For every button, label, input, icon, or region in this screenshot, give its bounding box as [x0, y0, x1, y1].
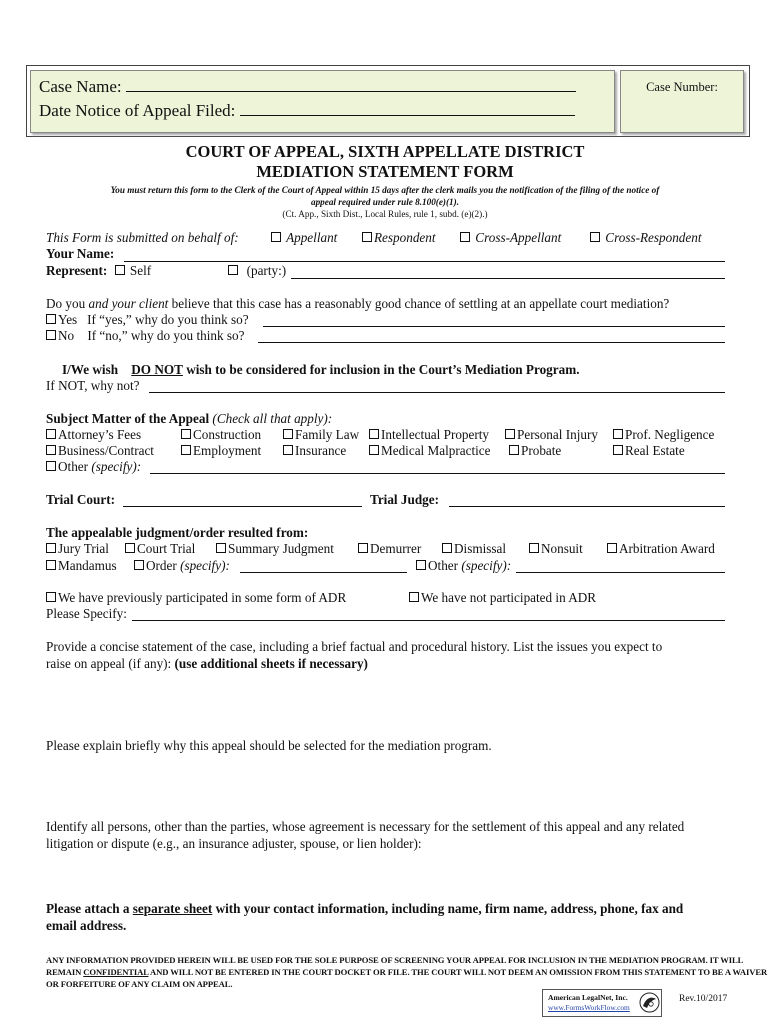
probate-label: Probate: [521, 443, 562, 458]
wish-statement: wish to be considered for inclusion in the Court’s Mediation Program.: [186, 362, 580, 377]
cross-respondent-checkbox[interactable]: [590, 232, 600, 242]
publisher-box: [542, 989, 662, 1017]
subject-specify-label: (specify):: [91, 459, 142, 474]
disclaimer-line3: OR FORFEITURE OF ANY CLAIM ON APPEAL.: [46, 979, 233, 989]
order-label: Order: [146, 558, 177, 573]
notice-label: Date Notice of Appeal Filed:: [39, 101, 236, 120]
jury-trial-checkbox[interactable]: [46, 543, 56, 553]
no-reason-field[interactable]: [258, 342, 725, 343]
case-number-box[interactable]: [620, 70, 744, 133]
appellant-option[interactable]: [271, 230, 337, 246]
identify-line2: litigation or dispute (e.g., an insurance adjuster, spouse, or lien holder):: [46, 836, 422, 851]
subject-insurance[interactable]: [283, 443, 346, 459]
insurance-label: Insurance: [295, 443, 347, 458]
adr-have-not-label: We have not participated in ADR: [421, 590, 597, 605]
nonsuit-checkbox[interactable]: [529, 543, 539, 553]
cross-appellant-label: Cross-Appellant: [475, 230, 562, 245]
judgment-nonsuit[interactable]: [529, 541, 583, 557]
construction-checkbox[interactable]: [181, 429, 191, 439]
adr-specify-field[interactable]: [132, 620, 725, 621]
adr-have-checkbox[interactable]: [46, 592, 56, 602]
respondent-option[interactable]: [362, 230, 436, 246]
appellant-checkbox[interactable]: [271, 232, 281, 242]
probate-checkbox[interactable]: [509, 445, 519, 455]
case-name-label: Case Name:: [39, 77, 122, 96]
real-estate-label: Real Estate: [625, 443, 685, 458]
statement-line1: Provide a concise statement of the case, including a brief factual and procedural history. List the issues you expect to: [46, 639, 663, 654]
settle-question-pre: Do you: [46, 296, 89, 311]
order-specify-field[interactable]: [240, 572, 407, 573]
family-law-checkbox[interactable]: [283, 429, 293, 439]
publisher-link[interactable]: www.FormsWorkFlow.com: [548, 1003, 630, 1012]
statement-note: (use additional sheets if necessary): [174, 656, 368, 671]
statement-prompt: raise on appeal (if any):: [46, 656, 175, 671]
judgment-heading: The appealable judgment/order resulted from:: [46, 525, 309, 540]
employment-checkbox[interactable]: [181, 445, 191, 455]
party-label: (party:): [246, 263, 287, 278]
summary-judgment-label: Summary Judgment: [228, 541, 334, 556]
family-law-label: Family Law: [295, 427, 360, 442]
construction-label: Construction: [193, 427, 262, 442]
disclaimer-line2: [46, 967, 767, 977]
notice-row: [39, 101, 575, 121]
attach-line1: [46, 901, 683, 917]
subject-other-field[interactable]: [150, 473, 725, 474]
judgment-order[interactable]: [134, 558, 230, 574]
subject-real-estate[interactable]: [613, 443, 685, 459]
identify-answer-area[interactable]: [46, 854, 726, 898]
instruction-line1: You must return this form to the Clerk of the Court of Appeal within 15 days after the clerk mails you the notification of the filing of the notice of: [110, 185, 660, 195]
party-checkbox[interactable]: [228, 265, 238, 275]
demurrer-label: Demurrer: [370, 541, 422, 556]
judgment-other[interactable]: [416, 558, 511, 574]
subject-label: Subject Matter of the Appeal: [46, 411, 210, 426]
settle-question-emphasis: and your client: [88, 296, 169, 311]
settle-question: [46, 296, 669, 312]
disclaimer-rest: AND WILL NOT BE ENTERED IN THE COURT DOCKET OR FILE. THE COURT WILL NOT DEEM AN OMISSION FROM THIS STATEMENT TO BE A WAIVER: [148, 967, 768, 977]
no-checkbox[interactable]: [46, 330, 56, 340]
settle-no-row: [46, 328, 244, 344]
subject-business-contract[interactable]: [46, 443, 154, 459]
adr-specify-label: Please Specify:: [46, 606, 127, 621]
order-specify-label: (specify):: [180, 558, 230, 573]
represent-label: Represent:: [46, 263, 108, 278]
respondent-checkbox[interactable]: [362, 232, 372, 242]
jury-trial-label: Jury Trial: [58, 541, 109, 556]
demurrer-checkbox[interactable]: [358, 543, 368, 553]
subject-employment[interactable]: [181, 443, 261, 459]
adr-have-not[interactable]: [409, 590, 596, 606]
subject-personal-injury[interactable]: [505, 427, 598, 443]
judgment-demurrer[interactable]: [358, 541, 421, 557]
party-option[interactable]: [228, 263, 286, 279]
judgment-court-trial[interactable]: [125, 541, 195, 557]
intellectual-property-label: Intellectual Property: [381, 427, 490, 442]
arbitration-award-label: Arbitration Award: [619, 541, 715, 556]
court-trial-checkbox[interactable]: [125, 543, 135, 553]
summary-judgment-checkbox[interactable]: [216, 543, 226, 553]
attach-line2: email address.: [46, 918, 127, 933]
wish-label: I/We wish: [62, 362, 119, 377]
wish-row: [62, 362, 580, 378]
subject-other-label: Other: [58, 459, 89, 474]
no-question: If “no,” why do you think so?: [87, 328, 245, 343]
mandamus-checkbox[interactable]: [46, 560, 56, 570]
nonsuit-label: Nonsuit: [541, 541, 583, 556]
dismissal-checkbox[interactable]: [442, 543, 452, 553]
adr-have-not-checkbox[interactable]: [409, 592, 419, 602]
business-contract-checkbox[interactable]: [46, 445, 56, 455]
yes-reason-field[interactable]: [263, 326, 725, 327]
self-checkbox[interactable]: [115, 265, 125, 275]
attorney-fees-label: Attorney’s Fees: [58, 427, 142, 442]
disclaimer-remain: REMAIN: [46, 967, 84, 977]
why-selected-question: Please explain briefly why this appeal should be selected for the mediation program.: [46, 738, 492, 753]
case-name-field[interactable]: [126, 91, 576, 92]
statement-answer-area[interactable]: [46, 674, 726, 730]
subject-family-law[interactable]: [283, 427, 359, 443]
yes-label: Yes: [58, 312, 78, 327]
cross-appellant-checkbox[interactable]: [460, 232, 470, 242]
if-not-field[interactable]: [149, 392, 725, 393]
instruction-line2: appeal required under rule 8.100(e)(1).: [310, 197, 459, 207]
real-estate-checkbox[interactable]: [613, 445, 623, 455]
revision-label: Rev.10/2017: [679, 994, 728, 1004]
employment-label: Employment: [193, 443, 262, 458]
subject-intellectual-property[interactable]: [369, 427, 489, 443]
case-number-label: Case Number:: [646, 80, 718, 94]
judgment-other-checkbox[interactable]: [416, 560, 426, 570]
attach-post: with your contact information, including name, firm name, address, phone, fax and: [212, 901, 684, 916]
judgment-mandamus[interactable]: [46, 558, 117, 574]
if-not-label: If NOT, why not?: [46, 378, 140, 393]
trial-judge-field[interactable]: [449, 506, 725, 507]
yes-question: If “yes,” why do you think so?: [87, 312, 249, 327]
trial-judge-label: Trial Judge:: [370, 492, 439, 507]
judgment-other-label: Other: [428, 558, 459, 573]
notice-date-field[interactable]: [240, 115, 575, 116]
cross-respondent-label: Cross-Respondent: [605, 230, 702, 245]
trial-court-label: Trial Court:: [46, 492, 115, 507]
self-label: Self: [129, 263, 152, 278]
separate-sheet-text: separate sheet: [132, 901, 213, 916]
judgment-dismissal[interactable]: [442, 541, 506, 557]
business-contract-label: Business/Contract: [58, 443, 154, 458]
settle-question-post: believe that this case has a reasonably good chance of settling at an appellate court mediation?: [168, 296, 670, 311]
your-name-label: Your Name:: [46, 246, 115, 261]
subject-prof-negligence[interactable]: [613, 427, 714, 443]
confidential-text: CONFIDENTIAL: [83, 967, 149, 977]
court-trial-label: Court Trial: [137, 541, 196, 556]
judgment-other-field[interactable]: [516, 572, 725, 573]
order-checkbox[interactable]: [134, 560, 144, 570]
judgment-other-specify-label: (specify):: [461, 558, 512, 573]
cross-respondent-option[interactable]: [590, 230, 702, 246]
party-field[interactable]: [291, 278, 725, 279]
why-selected-answer-area[interactable]: [46, 756, 726, 814]
subject-medical-malpractice[interactable]: [369, 443, 490, 459]
attach-pre: Please attach a: [46, 901, 133, 916]
prof-negligence-checkbox[interactable]: [613, 429, 623, 439]
prof-negligence-label: Prof. Negligence: [625, 427, 715, 442]
respondent-label: Respondent: [374, 230, 436, 245]
appellant-label: Appellant: [286, 230, 338, 245]
no-label: No: [58, 328, 75, 343]
medical-malpractice-checkbox[interactable]: [369, 445, 379, 455]
judgment-arbitration[interactable]: [607, 541, 715, 557]
subject-hint: (Check all that apply):: [212, 411, 333, 426]
subject-other[interactable]: [46, 459, 141, 475]
attorney-fees-checkbox[interactable]: [46, 429, 56, 439]
your-name-field[interactable]: [124, 261, 725, 262]
subject-attorney-fees[interactable]: [46, 427, 141, 443]
case-info-box: [30, 70, 615, 133]
form-title: MEDIATION STATEMENT FORM: [256, 162, 514, 181]
subject-construction[interactable]: [181, 427, 261, 443]
disclaimer-line1: ANY INFORMATION PROVIDED HEREIN WILL BE USED FOR THE SOLE PURPOSE OF SCREENING YOUR APPEAL FOR INCLUSION IN THE MEDIATION PROGRAM. IT WILL: [46, 955, 744, 965]
mandamus-label: Mandamus: [58, 558, 117, 573]
subject-probate[interactable]: [509, 443, 561, 459]
subject-heading: [46, 411, 332, 427]
identify-line1: Identify all persons, other than the parties, whose agreement is necessary for the settlement of this appeal and any related: [46, 819, 685, 834]
submitted-label: This Form is submitted on behalf of:: [46, 230, 239, 245]
publisher-name: American LegalNet, Inc.: [548, 993, 628, 1002]
personal-injury-checkbox[interactable]: [505, 429, 515, 439]
case-name-row: [39, 77, 576, 97]
intellectual-property-checkbox[interactable]: [369, 429, 379, 439]
settle-yes-row: [46, 312, 249, 328]
represent-row: [46, 263, 151, 279]
dismissal-label: Dismissal: [454, 541, 507, 556]
court-title: COURT OF APPEAL, SIXTH APPELLATE DISTRICT: [185, 142, 585, 161]
trial-court-field[interactable]: [123, 506, 362, 507]
statement-line2: [46, 656, 368, 672]
yes-checkbox[interactable]: [46, 314, 56, 324]
arbitration-award-checkbox[interactable]: [607, 543, 617, 553]
judgment-summary[interactable]: [216, 541, 334, 557]
do-not-option[interactable]: DO NOT: [131, 362, 183, 377]
publisher-logo-icon: [639, 992, 660, 1013]
subject-other-checkbox[interactable]: [46, 461, 56, 471]
rule-citation: (Ct. App., Sixth Dist., Local Rules, rule 1, subd. (e)(2).): [282, 209, 488, 219]
cross-appellant-option[interactable]: [460, 230, 561, 246]
insurance-checkbox[interactable]: [283, 445, 293, 455]
judgment-jury-trial[interactable]: [46, 541, 109, 557]
medical-malpractice-label: Medical Malpractice: [381, 443, 491, 458]
adr-have-label: We have previously participated in some form of ADR: [58, 590, 347, 605]
personal-injury-label: Personal Injury: [517, 427, 598, 442]
adr-have[interactable]: [46, 590, 346, 606]
